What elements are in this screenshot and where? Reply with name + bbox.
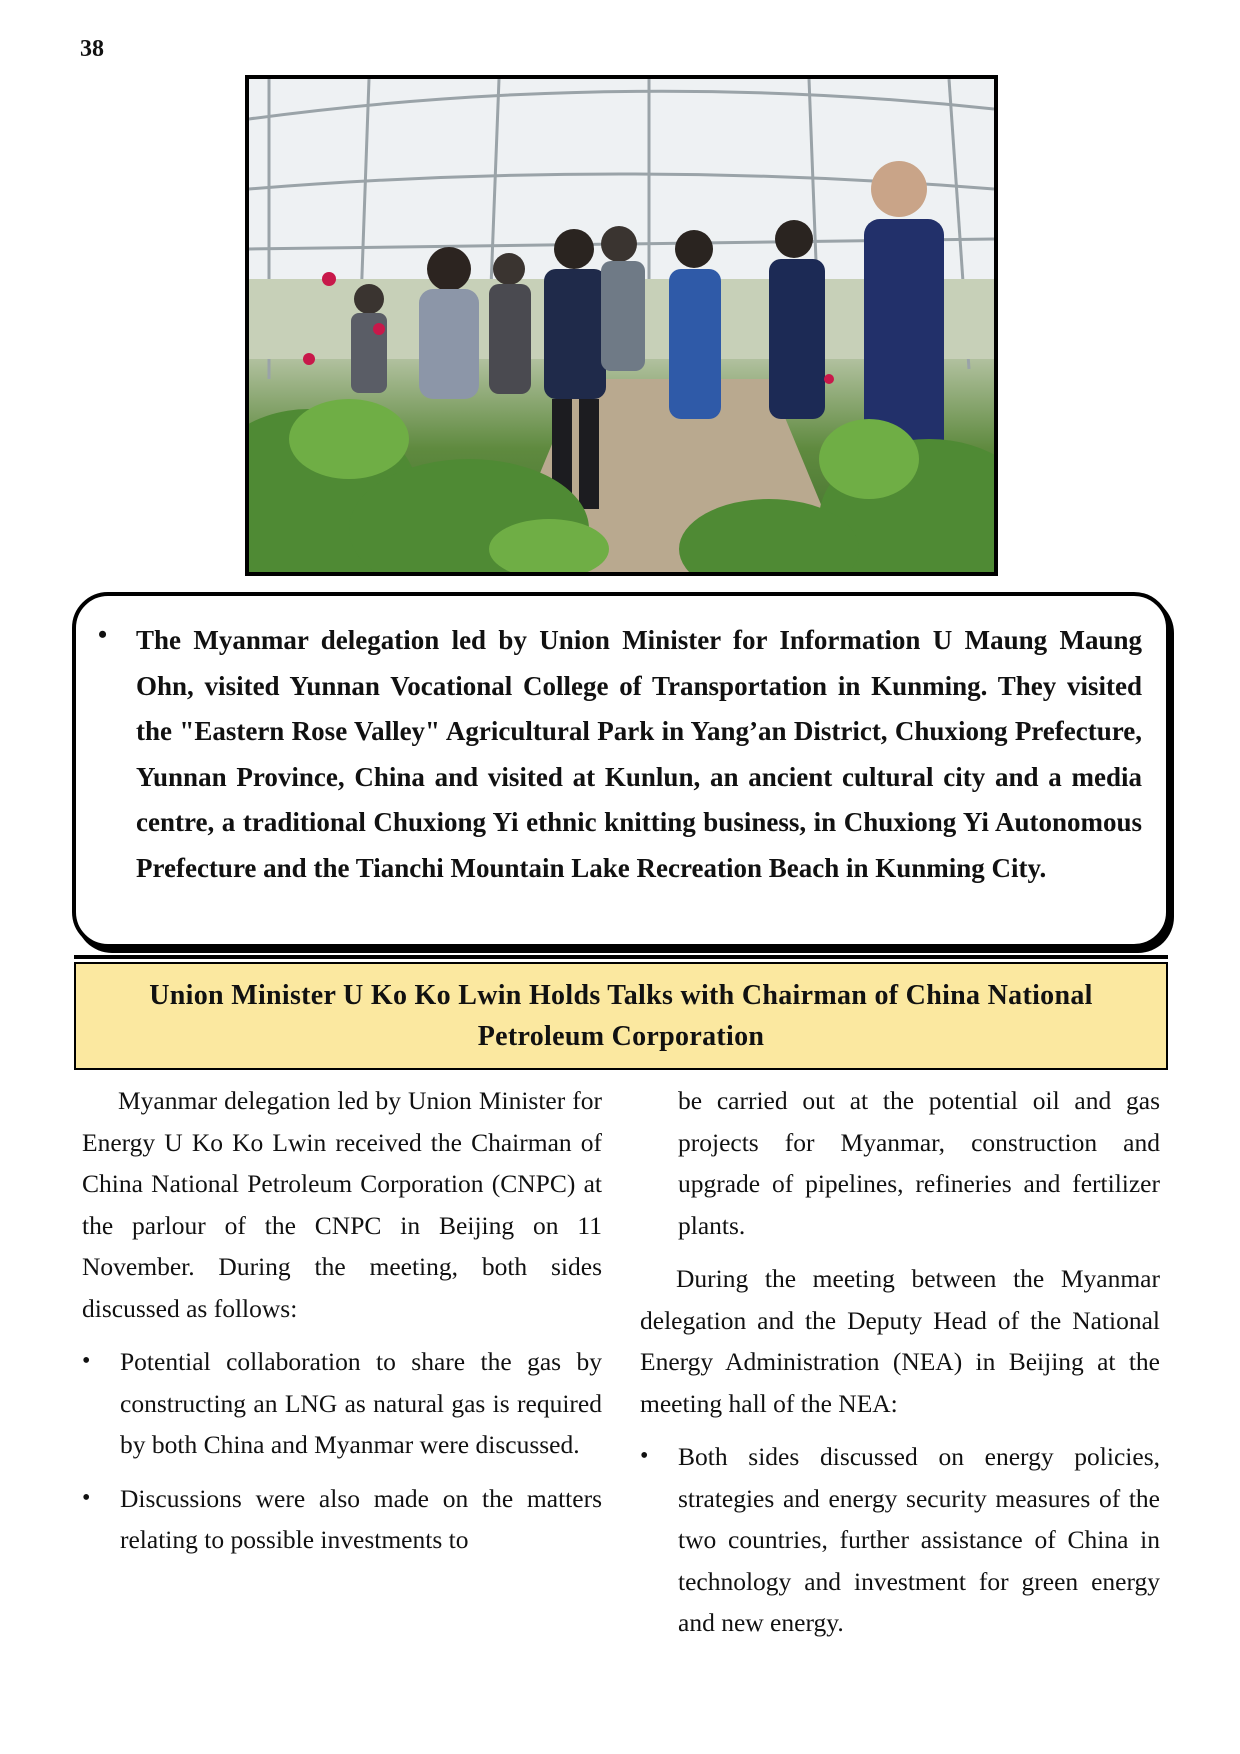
caption-item: The Myanmar delegation led by Union Minister for Information U Maung Maung Ohn, visited Yunnan Vocational College of Transportation in Kunming. They visited the "Eastern Rose Valley" Agricultural Park in Yang’an District, Chuxiong Prefecture, Yunnan Province, China and visited at Kunlun, an ancient cultural city and a media centre, a traditional Chuxiong Yi ethnic knitting business, in Chuxiong Yi Autonomous Prefecture and the Tianchi Mountain Lake Recreation Beach in Kunming City. bbox=[136, 625, 1142, 883]
article-column-left bbox=[82, 1080, 602, 1561]
caption-bullet: • bbox=[98, 620, 108, 649]
nea-meeting-paragraph: During the meeting between the Myanmar delegation and the Deputy Head of the National Energy Administration (NEA) in Beijing at the meeting hall of the NEA: bbox=[640, 1264, 1160, 1418]
article-title: Union Minister U Ko Ko Lwin Holds Talks with Chairman of China National Petroleum Corporation bbox=[149, 980, 1093, 1052]
left-bullet-item: • Potential collaboration to share the gas by constructing an LNG as natural gas is required by both China and Myanmar were discussed. bbox=[82, 1341, 602, 1466]
left-bullet-list bbox=[82, 1341, 602, 1561]
caption-box bbox=[72, 592, 1170, 948]
article-intro-paragraph: Myanmar delegation led by Union Minister for Energy U Ko Ko Lwin received the Chairman of China National Petroleum Corporation (CNPC) at the parlour of the CNPC in Beijing on 11 November. During the meeting, both sides discussed as follows: bbox=[82, 1086, 602, 1323]
title-rule bbox=[74, 955, 1168, 959]
greenhouse-photo-illustration bbox=[249, 79, 994, 572]
right-bullet-item: • Both sides discussed on energy policies, strategies and energy security measures of the two countries, further assistance of China in technology and investment for green energy and new energy. bbox=[640, 1436, 1160, 1644]
page-number: 38 bbox=[80, 36, 104, 62]
article-title-band bbox=[74, 962, 1168, 1070]
left-bullet-item: • Discussions were also made on the matters relating to possible investments to bbox=[82, 1478, 602, 1561]
article-column-right bbox=[640, 1080, 1160, 1644]
right-bullet-list bbox=[640, 1436, 1160, 1644]
photo-greenhouse-visit bbox=[245, 75, 998, 576]
continued-bullet-text: be carried out at the potential oil and gas projects for Myanmar, construction and upgrade of pipelines, refineries and fertilizer plants. bbox=[678, 1086, 1160, 1240]
